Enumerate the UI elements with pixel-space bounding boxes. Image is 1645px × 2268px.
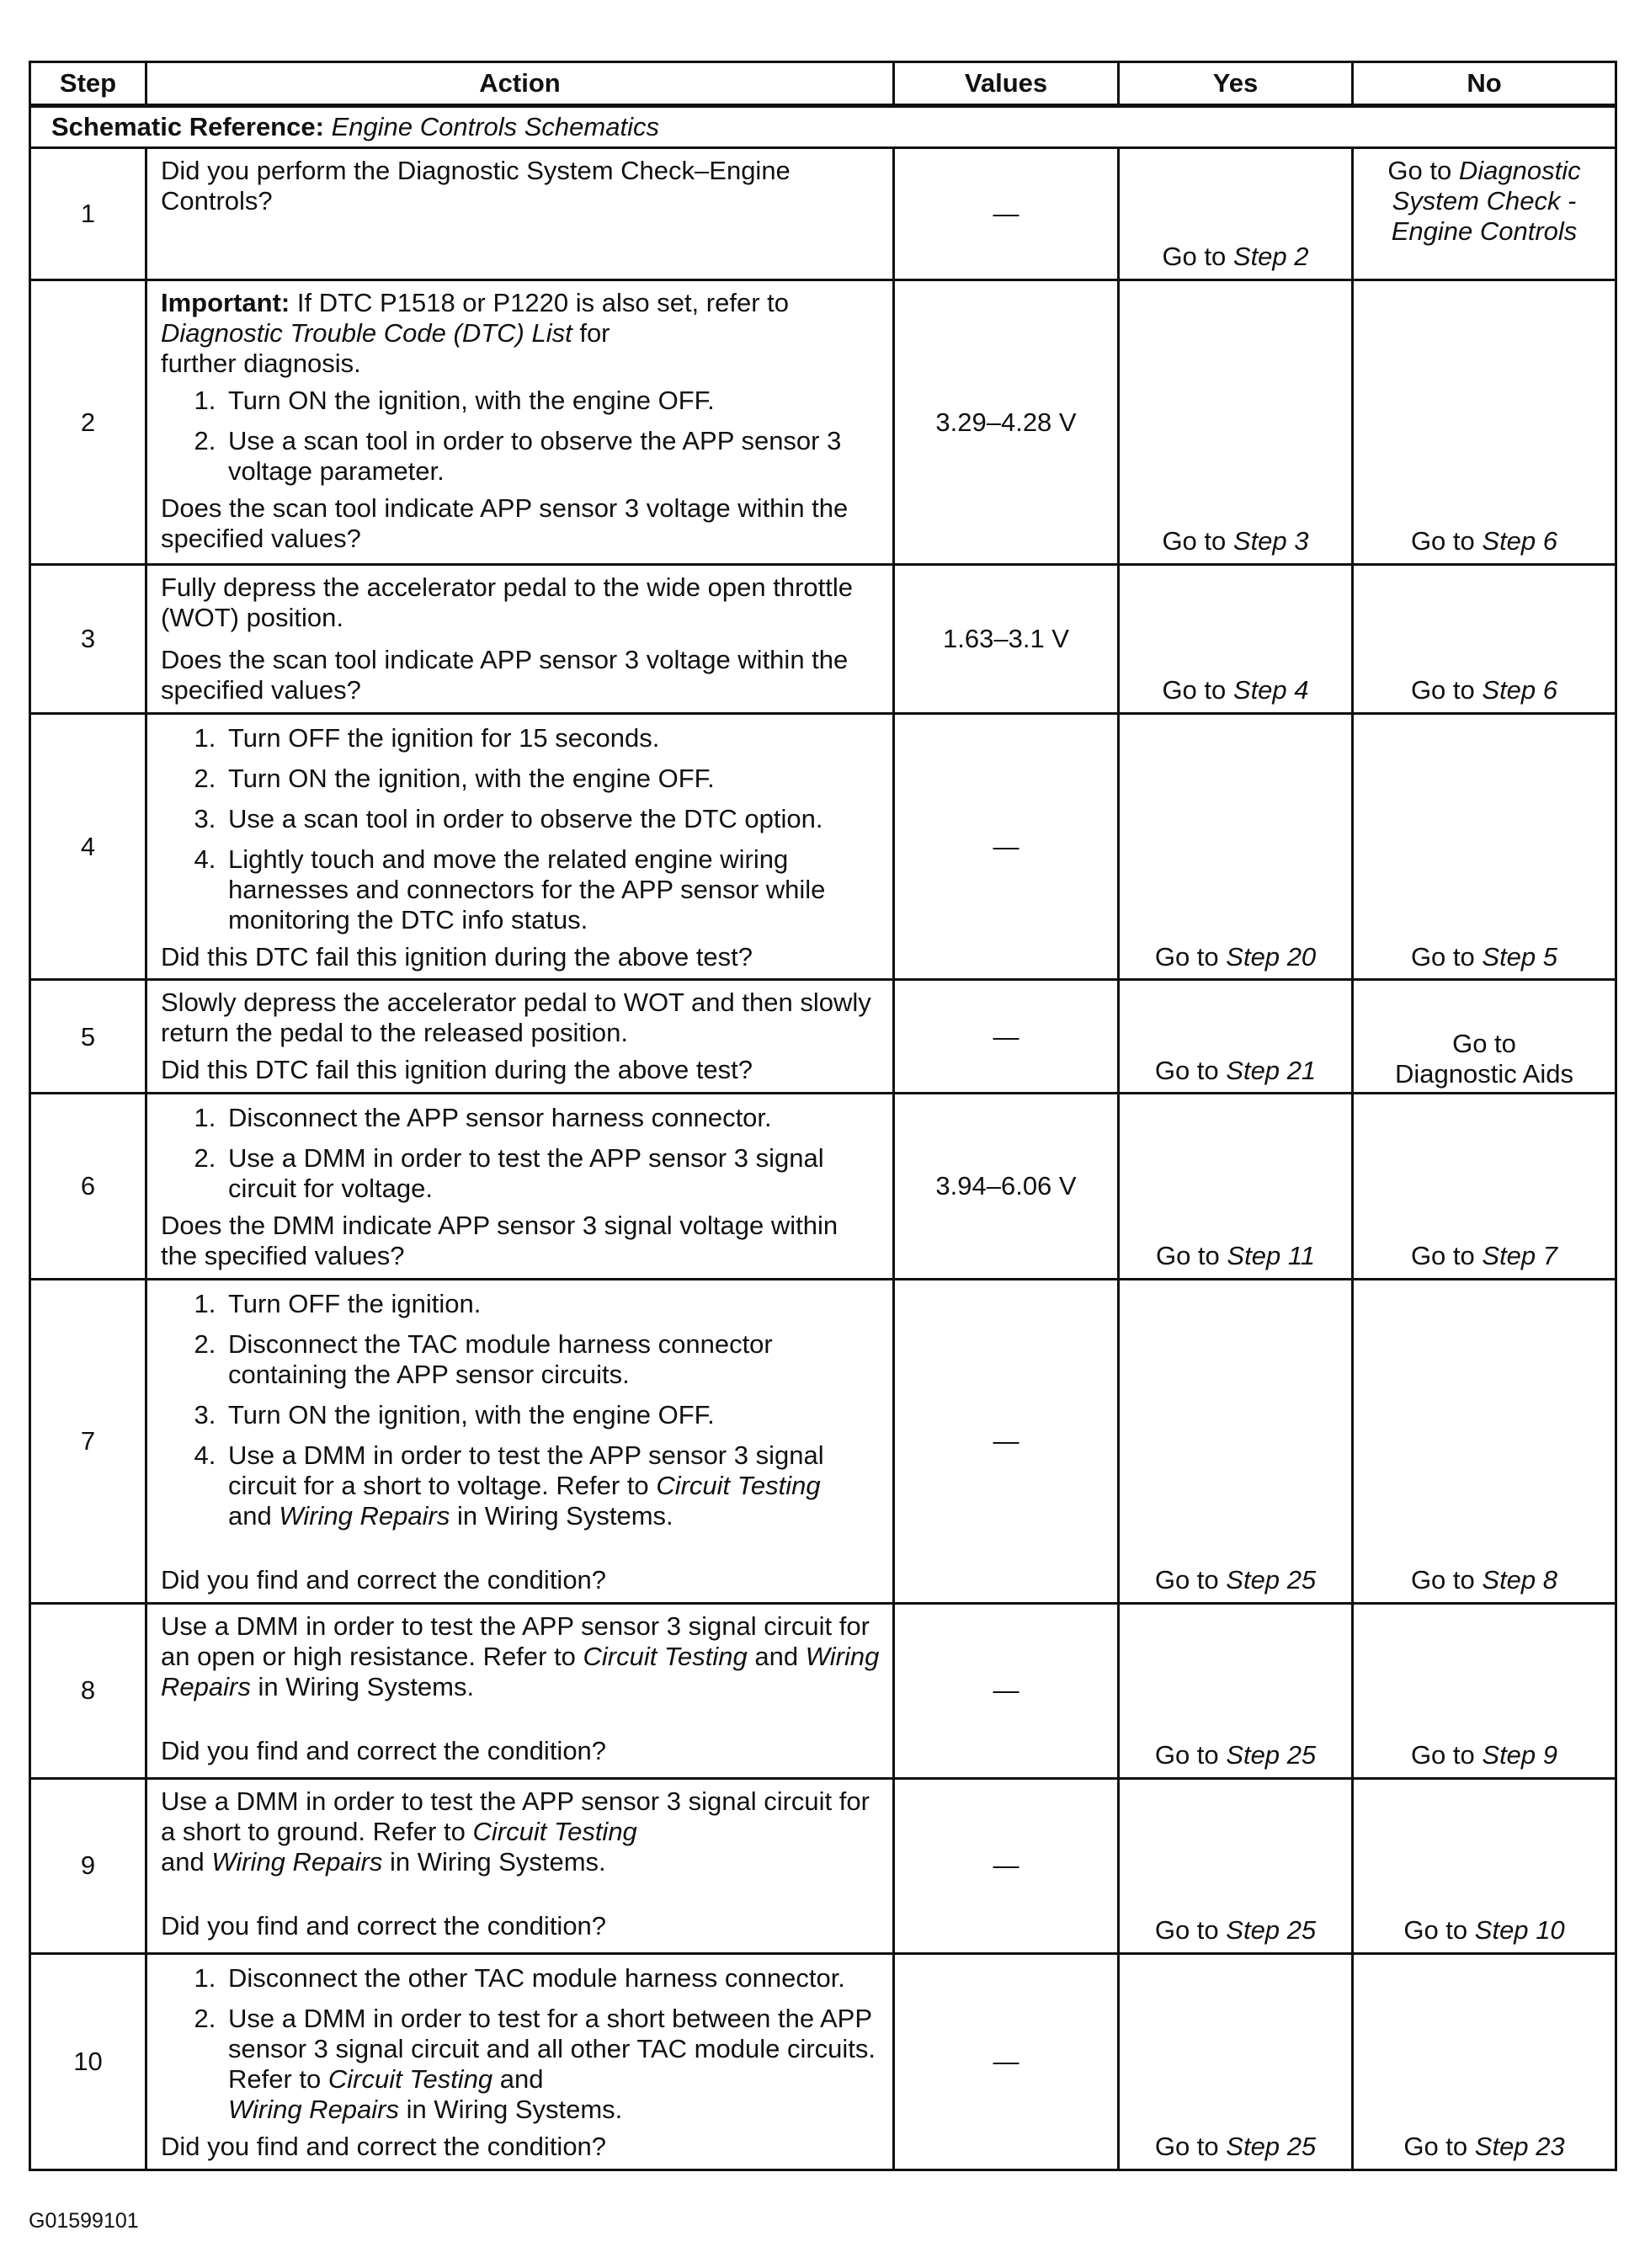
table-row-step-5 xyxy=(30,980,1616,1094)
step-number: 6 xyxy=(30,1094,146,1280)
no-line-1: Go to Diagnostic xyxy=(1387,156,1581,185)
no-line-2: Diagnostic Aids xyxy=(1395,1058,1573,1089)
no-line-1: Go to xyxy=(1452,1028,1516,1058)
values-cell: — xyxy=(894,713,1119,980)
step-link: Step 11 xyxy=(1227,1241,1316,1271)
action-text: Use a DMM in order to test the APP sensor 3 signal circuit for a short to ground. Refer to Circuit Testing and Wiring Repairs in Wiring Systems. xyxy=(161,1786,870,1877)
step-number: 10 xyxy=(30,1953,146,2170)
table-row-step-7 xyxy=(30,1280,1616,1604)
action-cell xyxy=(146,1094,894,1280)
step-link: Step 25 xyxy=(1226,1564,1317,1595)
no-cell[interactable]: Go to Step 6 xyxy=(1353,280,1616,565)
yes-cell[interactable]: Go to Step 20 xyxy=(1119,713,1353,980)
action-question: Did you find and correct the condition? xyxy=(161,2131,607,2161)
no-line-3: Engine Controls xyxy=(1391,216,1578,246)
instruction-list xyxy=(161,1963,881,2125)
yes-cell[interactable]: Go to Step 25 xyxy=(1119,1778,1353,1953)
instruction-list xyxy=(161,386,881,487)
list-item: 2. Use a scan tool in order to observe the APP sensor 3 voltage parameter. xyxy=(223,426,881,487)
action-cell xyxy=(146,1778,894,1953)
instruction-list xyxy=(161,1289,881,1531)
values-cell: — xyxy=(894,1778,1119,1953)
yes-cell[interactable]: Go to Step 25 xyxy=(1119,1603,1353,1778)
table-row-step-2 xyxy=(30,280,1616,565)
step-link: Step 23 xyxy=(1474,2131,1565,2161)
step-link: Step 9 xyxy=(1482,1739,1558,1770)
yes-cell[interactable]: Go to Step 25 xyxy=(1119,1953,1353,2170)
values-cell: 1.63–3.1 V xyxy=(894,565,1119,714)
yes-cell[interactable]: Go to Step 3 xyxy=(1119,280,1353,565)
action-question: Does the DMM indicate APP sensor 3 signal voltage within the specified values? xyxy=(161,1211,838,1271)
step-link: Step 5 xyxy=(1482,941,1558,972)
no-cell[interactable]: Go to Step 7 xyxy=(1353,1094,1616,1280)
step-link: Step 6 xyxy=(1482,674,1558,705)
step-link: Step 21 xyxy=(1226,1055,1317,1085)
list-item: 3. Use a scan tool in order to observe the DTC option. xyxy=(223,804,881,834)
list-item: 1. Turn OFF the ignition. xyxy=(223,1289,881,1319)
step-number: 5 xyxy=(30,980,146,1094)
step-link: Step 8 xyxy=(1482,1564,1558,1595)
schematic-reference-label: Schematic Reference: xyxy=(51,112,324,142)
action-cell xyxy=(146,565,894,714)
step-link: Step 7 xyxy=(1482,1241,1558,1271)
action-question: Does the scan tool indicate APP sensor 3 voltage within the specified values? xyxy=(161,644,849,705)
list-item: 4. Use a DMM in order to test the APP sensor 3 signal circuit for a short to voltage. Refer to Circuit Testing and Wiring Repairs in Wiring Systems. xyxy=(223,1440,881,1531)
circuit-testing-link[interactable]: Circuit Testing xyxy=(472,1816,637,1846)
no-cell[interactable] xyxy=(1353,148,1616,280)
dtc-list-link[interactable]: Diagnostic Trouble Code (DTC) List xyxy=(161,317,572,348)
list-item: 2. Disconnect the TAC module harness connector containing the APP sensor circuits. xyxy=(223,1329,881,1390)
list-item: 2. Use a DMM in order to test for a short between the APP sensor 3 signal circuit and all other TAC module circuits. Refer to Circuit Testing and Wiring Repairs in Wiring Systems. xyxy=(223,2004,881,2125)
step-number: 3 xyxy=(30,565,146,714)
no-link-part: Diagnostic xyxy=(1458,156,1581,185)
table-row-step-3 xyxy=(30,565,1616,714)
values-cell: 3.29–4.28 V xyxy=(894,280,1119,565)
important-note: Important: If DTC P1518 or P1220 is also set, refer to Diagnostic Trouble Code (DTC) List for further diagnosis. xyxy=(161,288,789,378)
values-cell: — xyxy=(894,1603,1119,1778)
table-row-step-1 xyxy=(30,148,1616,280)
step-number: 1 xyxy=(30,148,146,280)
wiring-repairs-link[interactable]: Wiring Repairs xyxy=(211,1846,383,1877)
action-cell xyxy=(146,148,894,280)
action-question: Did this DTC fail this ignition during the above test? xyxy=(161,1055,753,1085)
instruction-list xyxy=(161,723,881,935)
no-cell[interactable]: Go to Step 23 xyxy=(1353,1953,1616,2170)
action-text: Use a DMM in order to test the APP sensor 3 signal circuit for an open or high resistance. Refer to Circuit Testing and Wiring Repairs in Wiring Systems. xyxy=(161,1610,880,1701)
schematic-reference xyxy=(30,106,1616,148)
step-link: Step 2 xyxy=(1232,242,1309,272)
table-row-step-10 xyxy=(30,1953,1616,2170)
action-text: Did you perform the Diagnostic System Check–Engine Controls? xyxy=(161,156,791,216)
no-cell[interactable] xyxy=(1353,980,1616,1094)
action-cell xyxy=(146,1953,894,2170)
step-link: Step 4 xyxy=(1232,674,1309,705)
header-values: Values xyxy=(894,62,1119,106)
table-row-step-9 xyxy=(30,1778,1616,1953)
action-cell xyxy=(146,980,894,1094)
no-cell[interactable]: Go to Step 8 xyxy=(1353,1280,1616,1604)
header-step: Step xyxy=(30,62,146,106)
step-number: 7 xyxy=(30,1280,146,1604)
schematic-reference-row xyxy=(30,106,1616,148)
action-question: Did you find and correct the condition? xyxy=(161,1910,607,1941)
header-action: Action xyxy=(146,62,894,106)
schematic-reference-link[interactable]: Engine Controls Schematics xyxy=(331,112,659,142)
step-link: Step 25 xyxy=(1226,2131,1317,2161)
yes-cell[interactable]: Go to Step 21 xyxy=(1119,980,1353,1094)
table-row-step-6 xyxy=(30,1094,1616,1280)
step-link: Step 25 xyxy=(1226,1739,1317,1770)
list-item: 1. Turn ON the ignition, with the engine OFF. xyxy=(223,386,881,416)
diagnostic-table-sheet xyxy=(29,61,1615,2171)
action-cell xyxy=(146,280,894,565)
step-link: Step 6 xyxy=(1482,526,1558,556)
yes-cell[interactable] xyxy=(1119,148,1353,280)
action-question: Did this DTC fail this ignition during the above test? xyxy=(161,941,753,972)
step-number: 4 xyxy=(30,713,146,980)
list-item: 3. Turn ON the ignition, with the engine OFF. xyxy=(223,1400,881,1430)
header-no: No xyxy=(1353,62,1616,106)
yes-cell[interactable]: Go to Step 11 xyxy=(1119,1094,1353,1280)
values-cell: — xyxy=(894,148,1119,280)
list-item: 1. Disconnect the other TAC module harness connector. xyxy=(223,1963,881,1994)
table-row-step-4 xyxy=(30,713,1616,980)
step-number: 2 xyxy=(30,280,146,565)
circuit-testing-link[interactable]: Circuit Testing xyxy=(583,1641,748,1671)
wiring-repairs-link[interactable]: Wiring Repairs xyxy=(279,1500,450,1531)
no-cell[interactable]: Go to Step 6 xyxy=(1353,565,1616,714)
action-text: Fully depress the accelerator pedal to the wide open throttle (WOT) position. xyxy=(161,572,853,632)
action-question: Did you find and correct the condition? xyxy=(161,1735,607,1765)
values-cell: — xyxy=(894,1953,1119,2170)
list-item: 2. Turn ON the ignition, with the engine OFF. xyxy=(223,764,881,794)
values-cell: 3.94–6.06 V xyxy=(894,1094,1119,1280)
action-question: Does the scan tool indicate APP sensor 3 voltage within the specified values? xyxy=(161,492,849,553)
table-row-step-8 xyxy=(30,1603,1616,1778)
instruction-list xyxy=(161,1103,881,1204)
header-row xyxy=(30,62,1616,106)
step-link: Step 3 xyxy=(1232,526,1309,556)
yes-cell[interactable]: Go to Step 4 xyxy=(1119,565,1353,714)
circuit-testing-link[interactable]: Circuit Testing xyxy=(656,1471,821,1501)
list-item: 1. Turn OFF the ignition for 15 seconds. xyxy=(223,723,881,753)
no-line-2: System Check - xyxy=(1392,185,1577,216)
circuit-testing-link[interactable]: Circuit Testing xyxy=(327,2063,493,2094)
list-item: 2. Use a DMM in order to test the APP sensor 3 signal circuit for voltage. xyxy=(223,1143,881,1204)
action-cell xyxy=(146,1280,894,1604)
values-cell: — xyxy=(894,1280,1119,1604)
step-link: Step 10 xyxy=(1474,1914,1565,1945)
step-number: 9 xyxy=(30,1778,146,1953)
action-text: Slowly depress the accelerator pedal to WOT and then slowly return the pedal to the released position. xyxy=(161,988,871,1048)
step-link: Step 20 xyxy=(1226,941,1317,972)
wiring-repairs-link[interactable]: Wiring Repairs xyxy=(161,1641,880,1701)
step-number: 8 xyxy=(30,1603,146,1778)
goto-text: Go to xyxy=(1162,242,1227,272)
list-item: 1. Disconnect the APP sensor harness connector. xyxy=(223,1103,881,1133)
action-cell xyxy=(146,1603,894,1778)
figure-id: G01599101 xyxy=(29,2209,139,2233)
action-cell xyxy=(146,713,894,980)
diagnostic-table xyxy=(29,61,1617,2171)
no-cell[interactable]: Go to Step 5 xyxy=(1353,713,1616,980)
action-question: Did you find and correct the condition? xyxy=(161,1564,607,1595)
step-link: Step 25 xyxy=(1226,1914,1317,1945)
wiring-repairs-link[interactable]: Wiring Repairs xyxy=(228,2094,399,2124)
values-cell: — xyxy=(894,980,1119,1094)
list-item: 4. Lightly touch and move the related engine wiring harnesses and connectors for the APP sensor while monitoring the DTC info status. xyxy=(223,844,881,935)
header-yes: Yes xyxy=(1119,62,1353,106)
no-cell[interactable]: Go to Step 9 xyxy=(1353,1603,1616,1778)
no-cell[interactable]: Go to Step 10 xyxy=(1353,1778,1616,1953)
yes-cell[interactable]: Go to Step 25 xyxy=(1119,1280,1353,1604)
